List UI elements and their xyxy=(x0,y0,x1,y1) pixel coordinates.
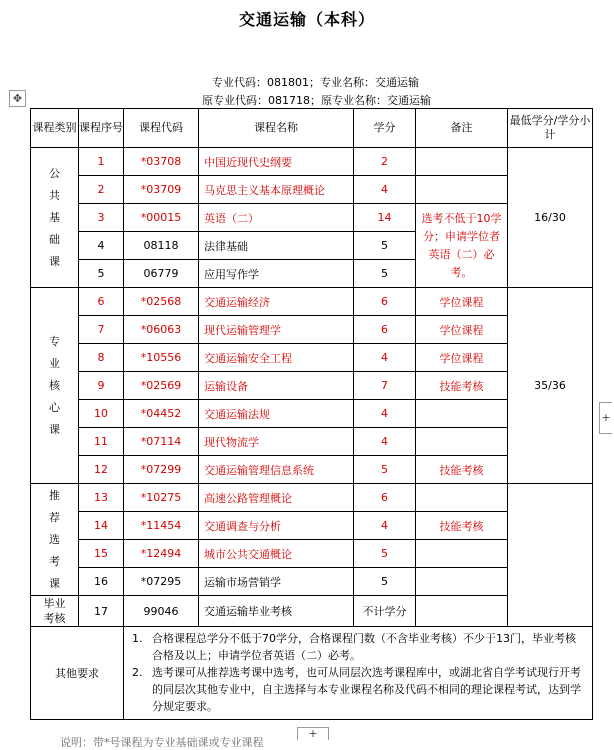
add-row-plus-icon[interactable]: + xyxy=(297,727,329,740)
code-cell: 99046 xyxy=(124,596,199,627)
min-core: 35/36 xyxy=(508,288,593,484)
credit-cell: 6 xyxy=(354,288,416,316)
credit-cell: 5 xyxy=(354,568,416,596)
name-cell: 运输市场营销学 xyxy=(199,568,354,596)
seq-cell: 9 xyxy=(79,372,124,400)
code-cell: *04452 xyxy=(124,400,199,428)
code-cell: 06779 xyxy=(124,260,199,288)
seq-cell: 14 xyxy=(79,512,124,540)
requirement-item xyxy=(132,664,586,715)
seq-cell: 8 xyxy=(79,344,124,372)
name-cell: 现代运输管理学 xyxy=(199,316,354,344)
code-cell: *00015 xyxy=(124,204,199,232)
category-core xyxy=(31,288,79,484)
credit-cell: 4 xyxy=(354,400,416,428)
note-cell: 技能考核 xyxy=(416,456,508,484)
note-public: 选考不低于10学分；申请学位者英语（二）必考。 xyxy=(416,204,508,288)
code-cell: *10556 xyxy=(124,344,199,372)
code-cell: *02569 xyxy=(124,372,199,400)
header-note: 备注 xyxy=(416,109,508,148)
name-cell: 法律基础 xyxy=(199,232,354,260)
note-cell: 学位课程 xyxy=(416,288,508,316)
curriculum-table xyxy=(30,108,593,720)
code-cell: *10275 xyxy=(124,484,199,512)
note-cell: 技能考核 xyxy=(416,512,508,540)
credit-cell: 5 xyxy=(354,260,416,288)
note-cell: 学位课程 xyxy=(416,316,508,344)
name-cell: 交通调查与分析 xyxy=(199,512,354,540)
credit-cell: 4 xyxy=(354,344,416,372)
requirement-text: 选考课可从推荐选考课中选考，也可从同层次选考课程库中，或湖北省自学考试现行开考的同层次其他专业中，自主选择与本专业课程名称及代码不相同的理论课程考试，达到学分规定要求。 xyxy=(152,666,581,713)
category-recommended-label: 推荐选考课 xyxy=(49,488,60,590)
seq-cell: 11 xyxy=(79,428,124,456)
category-graduation-label: 毕业考核 xyxy=(43,597,66,625)
table-row xyxy=(31,484,593,512)
add-column-plus-icon[interactable]: + xyxy=(599,402,612,434)
credit-cell: 6 xyxy=(354,484,416,512)
header-code: 课程代码 xyxy=(124,109,199,148)
name-cell: 交通运输安全工程 xyxy=(199,344,354,372)
table-row xyxy=(31,148,593,176)
name-cell: 现代物流学 xyxy=(199,428,354,456)
name-cell: 中国近现代史纲要 xyxy=(199,148,354,176)
header-min: 最低学分/学分小计 xyxy=(508,109,593,148)
other-requirements-row xyxy=(31,627,593,720)
category-core-label: 专业核心课 xyxy=(49,334,60,436)
name-cell: 城市公共交通概论 xyxy=(199,540,354,568)
name-cell: 运输设备 xyxy=(199,372,354,400)
name-cell: 马克思主义基本原理概论 xyxy=(199,176,354,204)
note-cell: 学位课程 xyxy=(416,344,508,372)
seq-cell: 6 xyxy=(79,288,124,316)
credit-cell: 6 xyxy=(354,316,416,344)
code-cell: *12494 xyxy=(124,540,199,568)
category-recommended xyxy=(31,484,79,596)
credit-cell: 4 xyxy=(354,428,416,456)
credit-cell: 5 xyxy=(354,232,416,260)
note-cell xyxy=(416,148,508,176)
note-cell xyxy=(416,176,508,204)
credit-cell: 2 xyxy=(354,148,416,176)
credit-cell: 5 xyxy=(354,456,416,484)
header-name: 课程名称 xyxy=(199,109,354,148)
credit-cell: 4 xyxy=(354,512,416,540)
note-cell xyxy=(416,540,508,568)
seq-cell: 2 xyxy=(79,176,124,204)
seq-cell: 1 xyxy=(79,148,124,176)
credit-cell: 7 xyxy=(354,372,416,400)
min-public: 16/30 xyxy=(508,148,593,288)
seq-cell: 3 xyxy=(79,204,124,232)
seq-cell: 17 xyxy=(79,596,124,627)
name-cell: 交通运输法规 xyxy=(199,400,354,428)
note-cell xyxy=(416,596,508,627)
note-cell xyxy=(416,484,508,512)
other-requirements xyxy=(124,627,593,720)
min-recommended xyxy=(508,484,593,627)
header-category: 课程类别 xyxy=(31,109,79,148)
credit-cell: 4 xyxy=(354,176,416,204)
name-cell: 交通运输毕业考核 xyxy=(199,596,354,627)
header-credit: 学分 xyxy=(354,109,416,148)
note-cell xyxy=(416,428,508,456)
seq-cell: 12 xyxy=(79,456,124,484)
page-title: 交通运输（本科） xyxy=(238,10,375,29)
credit-cell: 不计学分 xyxy=(354,596,416,627)
credit-cell: 14 xyxy=(354,204,416,232)
other-label: 其他要求 xyxy=(31,627,124,720)
seq-cell: 5 xyxy=(79,260,124,288)
code-cell: *07114 xyxy=(124,428,199,456)
name-cell: 交通运输管理信息系统 xyxy=(199,456,354,484)
seq-cell: 4 xyxy=(79,232,124,260)
credit-cell: 5 xyxy=(354,540,416,568)
requirement-number: 1. xyxy=(132,632,143,645)
seq-cell: 15 xyxy=(79,540,124,568)
code-cell: *03709 xyxy=(124,176,199,204)
code-cell: *02568 xyxy=(124,288,199,316)
name-cell: 交通运输经济 xyxy=(199,288,354,316)
requirement-text: 合格课程总学分不低于70学分，合格课程门数（不含毕业考核）不少于13门，毕业考核合格及以上；申请学位者英语（二）必考。 xyxy=(152,632,576,662)
old-major-code-line: 原专业代码：081718；原专业名称：交通运输 xyxy=(202,94,431,107)
header-row xyxy=(31,109,593,148)
note-cell: 技能考核 xyxy=(416,372,508,400)
code-cell: 08118 xyxy=(124,232,199,260)
requirement-number: 2. xyxy=(132,666,143,679)
table-row xyxy=(31,288,593,316)
major-code-line: 专业代码：081801；专业名称：交通运输 xyxy=(212,76,419,89)
header-seq: 课程序号 xyxy=(79,109,124,148)
category-graduation xyxy=(31,596,79,627)
seq-cell: 16 xyxy=(79,568,124,596)
table-move-handle-icon[interactable]: ✥ xyxy=(9,90,26,107)
code-cell: *07295 xyxy=(124,568,199,596)
seq-cell: 13 xyxy=(79,484,124,512)
seq-cell: 7 xyxy=(79,316,124,344)
name-cell: 应用写作学 xyxy=(199,260,354,288)
code-cell: *07299 xyxy=(124,456,199,484)
footer-note: 说明：带*号课程为专业基础课或专业课程 xyxy=(60,736,264,749)
note-cell xyxy=(416,568,508,596)
code-cell: *03708 xyxy=(124,148,199,176)
requirement-item xyxy=(132,630,586,664)
name-cell: 高速公路管理概论 xyxy=(199,484,354,512)
code-cell: *11454 xyxy=(124,512,199,540)
category-public-label: 公共基础课 xyxy=(49,166,60,268)
seq-cell: 10 xyxy=(79,400,124,428)
name-cell: 英语（二） xyxy=(199,204,354,232)
code-cell: *06063 xyxy=(124,316,199,344)
note-cell xyxy=(416,400,508,428)
category-public xyxy=(31,148,79,288)
